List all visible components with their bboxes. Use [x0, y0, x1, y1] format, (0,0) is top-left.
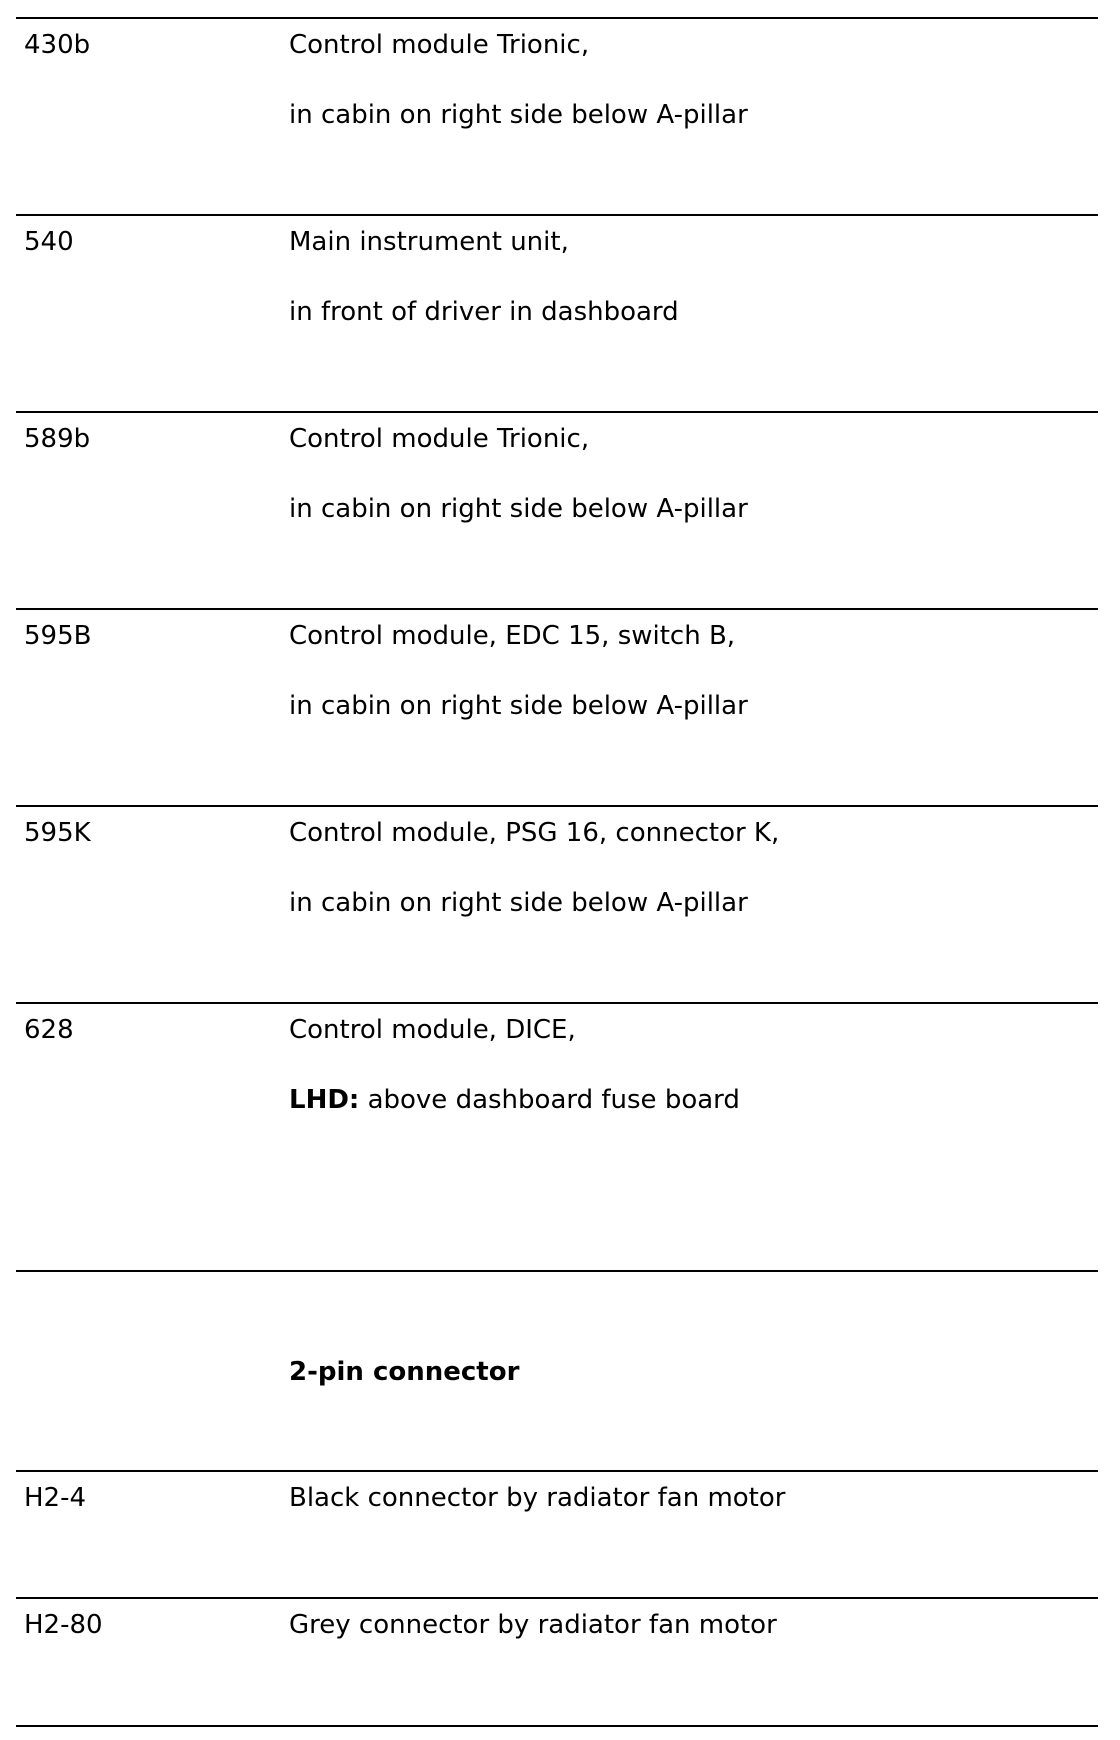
connector-description: Grey connector by radiator fan motor: [289, 1610, 777, 1640]
row-divider: [16, 1725, 1098, 1727]
row-divider: [16, 608, 1098, 610]
component-location: in cabin on right side below A-pillar: [289, 100, 748, 130]
component-description: Control module Trionic,: [289, 30, 590, 60]
location-text: above dashboard fuse board: [359, 1085, 740, 1115]
component-location: in cabin on right side below A-pillar: [289, 888, 748, 918]
component-description: Main instrument unit,: [289, 227, 569, 257]
component-location: [289, 1084, 740, 1116]
row-divider: [16, 1470, 1098, 1472]
component-description: Control module Trionic,: [289, 424, 590, 454]
component-code: 540: [24, 227, 74, 257]
component-code: 595K: [24, 818, 91, 848]
component-description: Control module, DICE,: [289, 1015, 576, 1045]
component-description: Control module, EDC 15, switch B,: [289, 621, 736, 651]
row-divider: [16, 1270, 1098, 1272]
section-heading: 2-pin connector: [289, 1357, 520, 1387]
row-divider: [16, 17, 1098, 19]
row-divider: [16, 1597, 1098, 1599]
component-location: in front of driver in dashboard: [289, 297, 679, 327]
location-qualifier-label: LHD:: [289, 1085, 360, 1115]
connector-code: H2-4: [24, 1483, 87, 1513]
row-divider: [16, 1002, 1098, 1004]
connector-description: Black connector by radiator fan motor: [289, 1483, 786, 1513]
component-code: 628: [24, 1015, 74, 1045]
component-code: 430b: [24, 30, 91, 60]
component-description: Control module, PSG 16, connector K,: [289, 818, 780, 848]
component-location: in cabin on right side below A-pillar: [289, 691, 748, 721]
component-code: 595B: [24, 621, 92, 651]
connector-code: H2-80: [24, 1610, 103, 1640]
component-location: in cabin on right side below A-pillar: [289, 494, 748, 524]
component-code: 589b: [24, 424, 91, 454]
row-divider: [16, 411, 1098, 413]
row-divider: [16, 214, 1098, 216]
row-divider: [16, 805, 1098, 807]
